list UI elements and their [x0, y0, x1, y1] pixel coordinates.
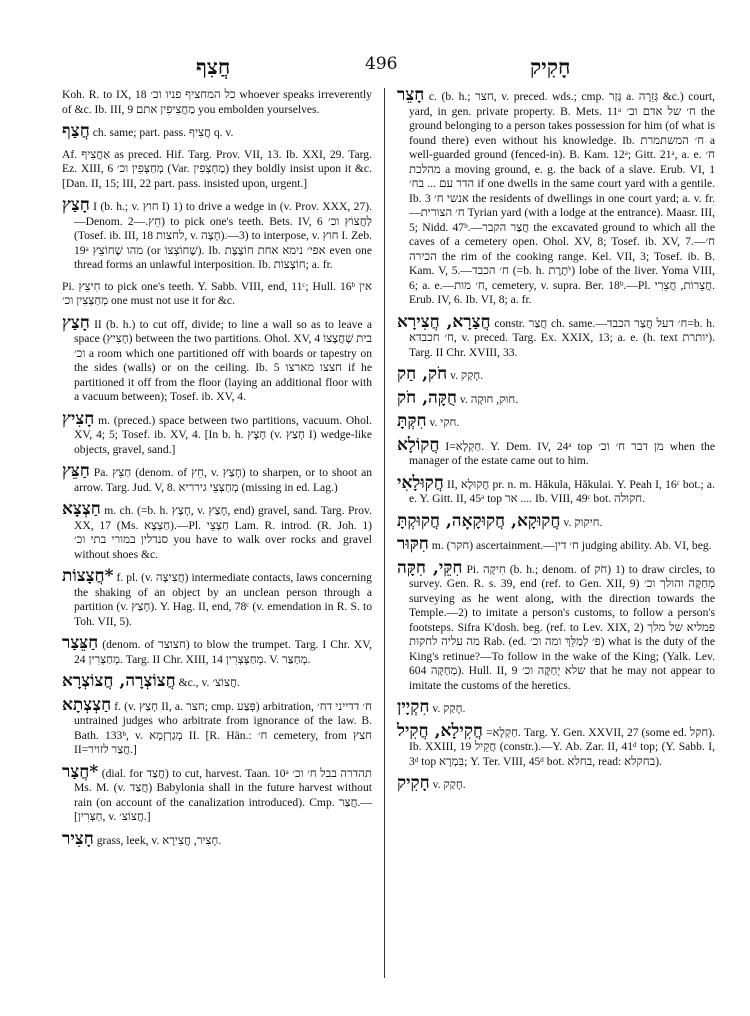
dictionary-entry: [397, 720, 716, 770]
dictionary-entry: [397, 387, 715, 408]
dictionary-entry: [62, 633, 372, 667]
dictionary-entry: [62, 566, 372, 629]
entry-headword: חַצְצְתָא: [62, 694, 112, 715]
entry-text: =חַקְלָא. Targ. Y. Gen. XXVII, 27 (some ed. חקל). Ib. XXIII, 19 חֲקֵיל (constr.).—Y. Ab. Zar. II, 41ᵈ top; (Y. Sabb. I, 3ᵈ top בִּמְרָא; Y. Ter. VIII, 45ᵈ bot. בחלא, read: בחקלא).: [409, 725, 716, 768]
page-number: 496: [365, 54, 398, 74]
entry-headword: חֹק, חַק: [397, 364, 448, 384]
dictionary-entry: [62, 88, 372, 117]
entry-headword: חֲקוּקָא, חֲקוּקָאָה, חֲקוּקְתָּ: [397, 510, 561, 531]
dictionary-entry: [62, 671, 372, 691]
dictionary-entry: [397, 311, 716, 361]
entry-text: II, חֲקוּלָא pr. n. m. Hăkula, Hăkulai. Y. Peah I, 16ᶜ bot.; a. e. Y. Gitt. II, 45ᵃ top אר .... Ib. VIII, 49ᶜ bot. חקולה.: [409, 477, 715, 505]
entry-headword: חָצִיר: [62, 828, 94, 849]
dictionary-entry: [397, 472, 715, 507]
dictionary-entry: [62, 828, 372, 849]
entry-headword: *חֲצָצוֹת: [62, 566, 114, 586]
dictionary-entry: [397, 434, 715, 469]
left-column: [62, 88, 372, 855]
entry-text: v. חָקַק.: [432, 702, 466, 715]
entry-text: m. (preced.) space between two partitions, vacuum. Ohol. XV, 4; 5; Tosef. ib. XV, 4. [In b. h. חָצָץ (v. חָצַץ I) wedge-like objects, gravel, sand.]: [74, 413, 372, 456]
entry-text: v. חקי.: [429, 416, 460, 429]
entry-headword: חֲקוּלָאִי: [397, 472, 444, 493]
entry-text: f. (v. חָצַץ II, a. חצר; cmp. פְּצַע) arbitration, ח׳ דדייני דח׳ untrained judges who arbitrate from ignorance of the law. B. Bath. 133ᵇ, v. מְגַרְזְמָא II. [R. Hän.: ח׳ cemetery, from חצץ II=חֲצַר לזויר.]: [74, 699, 373, 756]
entry-headword: חָקִיק: [397, 773, 430, 793]
dictionary-entry: [62, 312, 372, 405]
dictionary-entry: [62, 499, 372, 562]
entry-text: I (b. h.; v. חוץ I) 1) to drive a wedge in (v. Prov. XXX, 27).—Denom. חֵץ.—2) to pick one's teeth. Bets. IV, 6 לַחֲצוֹץ וכ׳ (Tosef. ib. III, 18 לחצות, v. חָצָה).—3) to interpose, v. חוץ I. Zeb. 19ᵃ מהו שֶׁחוֹצֵץ (or שֶׁחוֹצְצוֹ). Ib. אפי׳ נימא אחת חוֹצֶצֶת even one thread forms an unlawful interposition. Ib. חוֹצְצוֹת; a. fr.: [74, 200, 373, 271]
entry-headword: חֻקָּה, חֹק: [397, 387, 457, 408]
entry-headword: חִקּוּר: [397, 534, 429, 554]
dictionary-entry: [397, 534, 715, 554]
entry-text: ch. same; part. pass. חֲצִיף q. v.: [92, 126, 234, 139]
entry-text: II (b. h.) to cut off, divide; to line a wall so as to leave a space (חָצִיץ) between the two partitions. Ohol. XV, 4 בית שֶׁחֲצָצוֹ וכ׳ a room which one partitioned off with boards or tapestry on the sides (walls) or on the ceiling. Ib. 5 חצצו מארצו if he partitioned it off from the floor (laying an additional floor with a vacuum between); Tosef. ib. XV, 4.: [74, 317, 372, 403]
entry-headword: חָצֵר: [397, 85, 425, 105]
entry-text: m. (חקר) ascertainment.—ח׳ דין judging ability. Ab. VI, beg.: [431, 539, 712, 552]
dictionary-entry: [397, 364, 715, 384]
entry-headword: חִקְיָין: [397, 697, 430, 717]
entry-text: Pi. חִיצֵץ to pick one's teeth. Y. Sabb. VIII, end, 11ᶜ; Hull. 16ᵇ אין מְחַצְּצִין וכ׳ one must not use it for &c.: [62, 279, 373, 307]
entry-text: &c., v. חֲצוֹצ׳.: [178, 676, 240, 689]
page-header: [0, 52, 750, 80]
entry-headword: חַצְצָא: [62, 499, 101, 519]
dictionary-entry: [397, 557, 716, 694]
dictionary-entry: [62, 761, 372, 825]
entry-headword: חֲצַף: [62, 121, 90, 141]
dictionary-entry: [397, 697, 715, 717]
right-running-headword: חָקִיק: [530, 54, 571, 79]
entry-headword: חִקֵּי, חִקָּה: [397, 557, 463, 578]
dictionary-entry: [397, 773, 715, 793]
column-divider: [384, 88, 385, 978]
entry-text: constr. חֲצַר ch. same.—ח׳ דעל חֲצַר הכבד=b. h. ח׳ חכבדא, v. preced. Targ. Ex. XXIX, 13; a. e. (h. text יותרת). Targ. II Chr. XVIII, 33.: [409, 316, 716, 359]
entry-text: Koh. R. to IX, 18 כל המחציף פניו וכ׳ whoever speaks irreverently of &c. Ib. III, 9 מַחֲצִיפִין אתם you embolden yourselves.: [62, 88, 372, 116]
dictionary-entry: [62, 280, 372, 309]
entry-text: v. חיקוק.: [563, 515, 603, 529]
dictionary-entry: [62, 148, 372, 192]
entry-headword: חֲצַרָא, חֲצִירָא: [397, 311, 491, 332]
entry-text: I=חַקְלָא. Y. Dem. IV, 24ᵃ top מן דבר ח׳ וכ׳ when the manager of the estate came out to him.: [409, 439, 715, 467]
dictionary-entry: [62, 461, 373, 495]
dictionary-entry: [397, 85, 716, 308]
right-column: [397, 85, 716, 800]
entry-headword: חֲקוֹלָא: [397, 434, 440, 455]
entry-text: grass, leek, v. חָצִיר, חֲצִירָא.: [96, 833, 222, 847]
entry-headword: חִקְּתָּ: [397, 411, 427, 431]
dictionary-entry: [62, 408, 372, 458]
entry-text: v. חָקַק.: [450, 369, 484, 382]
entry-headword: חָצִיץ: [62, 408, 95, 429]
entry-text: (denom. of חצוצר) to blow the trumpet. Targ. I Chr. XV, 24 מְחַצְּרִין. Targ. II Chr. XIII, 14 מְחַצְּצְרִין. V. מְחַצַּר.: [74, 638, 372, 666]
dictionary-entry: [62, 195, 373, 273]
entry-headword: חֲצוֹצְרָה, חֲצוֹצְרָא: [62, 671, 176, 691]
entry-headword: חַצֵּצַר: [62, 633, 99, 653]
entry-text: Pi. חִיקָּה (b. h.; denom. of חֹק) 1) to draw circles, to survey. Gen. R. s. 39, end (ref. to Gen. XII, 9) מְחַקֶּה והולך וכ׳ surveying as he went along, with the direction towards the Temple.—2) to imitate a person's customs, to follow a person's footsteps. Sifra K'dosh. beg. (ref. to Lev. XIX, 2) פמליא של מלך מה עליה לחקות Rab. (ed. פ׳ לְמַלֵּךְ ומה וכ׳) what is the duty of the King's retinue?—To follow in the wake of the King; (Yalk. Lev. 604 מְחַקָּה). Hull. II, 9 שלא יְחַקֶּה וכ׳ that he may not appear to imitate the customs of the heretics.: [409, 562, 716, 692]
dictionary-entry: [397, 411, 715, 431]
entry-text: v. חָקַק.: [432, 778, 466, 791]
left-running-headword: חֲצִף: [196, 54, 231, 79]
entry-headword: חֲקִילָא, חֲקִיל: [397, 720, 483, 741]
entry-headword: חָצַץ: [62, 195, 90, 215]
entry-headword: *חֲצַר: [62, 761, 99, 782]
dictionary-entry: [397, 510, 715, 531]
entry-text: c. (b. h.; חצר, v. preced. wds.; cmp. גָּזַר a. גְּזֵרָה &c.) court, yard, in gen. private property. B. Mets. 11ᵃ ח׳ של אדם וכ׳ the ground belonging to a person takes possession for him (of what is found there) even without his knowledge. Ib. ח׳ המשתמרת a well-guarded ground (fenced-in). B. Kam. 12ᵃ; Gitt. 21ᵃ, a. e. ח׳ מהלכת a moving ground, e. g. the back of a slave. Erub. VI, 1 הדר עם ... בח׳ if one dwells in the same court yard with a gentile. Ib. 3 אנשי ח׳ the residents of dwellings in one court yard; a. v. fr.—ח׳ הצורית Tyrian yard (with a lodge at the entrance). Maasr. III, 5; Nidd. 47ᵇ.—חֲצַר הקבר the excavated ground to which all the caves of a cemetery open. Ohol. XV, 8; Tosef. ib. XV, 7.—ח׳ הכירה the rim of the cooking range. Kel. VII, 3; Tosef. ib. B. Kam. V, 5.—ח׳ הכבד (=b. h. יֹתֶרֶת) lobe of the liver. Yoma VIII, 6; a. e.—ח׳ מות, cemetery, v. supra. Ber. 18ᵇ.—Pl. חֲצֵרוֹת, חֲצֵרִי. Erub. IV, 6. Ib. VI, 8; a. fr.: [409, 90, 716, 306]
entry-headword: חָצַץ: [62, 312, 90, 333]
entry-text: f. pl. (v. חֲצִיצָה) intermediate contacts, laws concerning the shaking of an object by an unclean person through a partition (v. חָצַץ). Y. Hag. II, end, 78ᶜ (v. emendation in R. S. to Toh. VII, 5).: [74, 571, 372, 628]
dictionary-entry: [62, 694, 373, 758]
entry-text: Pa. חַצֵּץ (denom. of חֵץ, v. חָצַץ) to sharpen, or to shoot an arrow. Targ. Jud. V, 8. מְחַצְּצֵי גירריא (missing in ed. Lag.): [74, 466, 373, 494]
entry-headword: חַצֵּץ: [62, 461, 90, 481]
entry-text: (dial. for חֲצַד) to cut, harvest. Taan. 10ᵃ תהדרה בבל ח׳ וכ׳ Ms. M. (v. חֲצַד) Babylonia shall in the future harvest without rain (on account of the canalization introduced). Cmp. חֲצַר.—[חַצְּרִין, v. חֲצוֹצ׳.]: [74, 766, 372, 823]
entry-text: v. חוּק, חוּקָה.: [459, 392, 519, 406]
dictionary-entry: [62, 121, 372, 141]
entry-text: Af. אַחֲצִיף as preced. Hif. Targ. Prov. VII, 13. Ib. XXI, 29. Targ. Ez. XIII, 6 מְחַצְּפִין וכ׳ (Var. מַחְצְפִין) they boldly insist upon it &c. [Dan. II, 15; III, 22 part. pass. insisted upon, urgent.]: [62, 147, 373, 190]
entry-text: m. ch. (=b. h. חָצָץ, v. חָצַץ, end) gravel, sand. Targ. Prov. XX, 17 (Ms. חַצְצָא).—Pl. חַצְצֵי Lam. R. introd. (R. Joh. 1) סנדלין במורי בתי וכ׳ you have to walk over rocks and gravel without shoes &c.: [74, 504, 372, 561]
